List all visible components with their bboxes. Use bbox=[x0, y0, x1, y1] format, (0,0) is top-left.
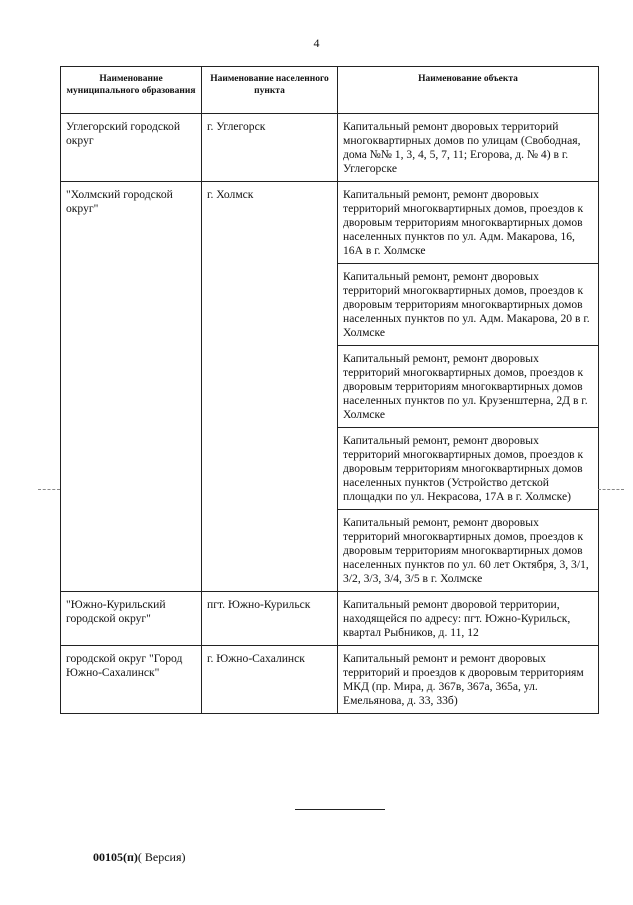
settlement-cell: пгт. Южно-Курильск bbox=[202, 592, 338, 646]
objects-table bbox=[60, 66, 599, 714]
object-cell: Капитальный ремонт, ремонт дворовых территорий многоквартирных домов, проездов к дворовым территориям многоквартирных домов населенных пунктов по ул. 60 лет Октября, 3, 3/1, 3/2, 3/3, 3/4, 3/5 в г. Холмске bbox=[338, 510, 599, 592]
table-row bbox=[61, 592, 599, 646]
table-row bbox=[61, 114, 599, 182]
header-object: Наименование объекта bbox=[338, 67, 599, 114]
document-code bbox=[93, 850, 186, 865]
municipality-cell: Углегорский городской округ bbox=[61, 114, 202, 182]
page-number: 4 bbox=[313, 36, 320, 50]
municipality-cell: "Холмский городской округ" bbox=[61, 182, 202, 592]
object-cell: Капитальный ремонт и ремонт дворовых территорий и проездов к дворовым территориям МКД (пр. Мира, д. 367в, 367а, 365а, ул. Емельянова, д. 33, 33б) bbox=[338, 646, 599, 714]
table-row bbox=[61, 182, 599, 264]
header-municipality: Наименование муниципального образования bbox=[61, 67, 202, 114]
settlement-cell: г. Холмск bbox=[202, 182, 338, 592]
scan-artifact-left bbox=[38, 489, 60, 490]
object-cell: Капитальный ремонт дворовых территорий многоквартирных домов по улицам (Свободная, дома №№ 1, 3, 4, 5, 7, 11; Егорова, д. № 4) в г. Углегорске bbox=[338, 114, 599, 182]
header-settlement: Наименование населенного пункта bbox=[202, 67, 338, 114]
object-cell: Капитальный ремонт дворовой территории, находящейся по адресу: пгт. Южно-Курильск, квартал Рыбников, д. 11, 12 bbox=[338, 592, 599, 646]
object-cell: Капитальный ремонт, ремонт дворовых территорий многоквартирных домов, проездов к дворовым территориям многоквартирных домов населенных пунктов по ул. Крузенштерна, 2Д в г. Холмске bbox=[338, 346, 599, 428]
object-cell: Капитальный ремонт, ремонт дворовых территорий многоквартирных домов, проездов к дворовым территориям многоквартирных домов населенных пунктов по ул. Адм. Макарова, 20 в г. Холмске bbox=[338, 264, 599, 346]
municipality-cell: городской округ "Город Южно-Сахалинск" bbox=[61, 646, 202, 714]
scan-artifact-right bbox=[598, 489, 624, 490]
table-header bbox=[61, 67, 599, 114]
document-code-number: 00105(п) bbox=[93, 850, 138, 864]
object-cell: Капитальный ремонт, ремонт дворовых территорий многоквартирных домов, проездов к дворовым территориям многоквартирных домов населенных пунктов по ул. Адм. Макарова, 16, 16А в г. Холмске bbox=[338, 182, 599, 264]
table-row bbox=[61, 646, 599, 714]
document-code-suffix: ( Версия) bbox=[137, 850, 186, 864]
municipality-cell: "Южно-Курильский городской округ" bbox=[61, 592, 202, 646]
footer-divider bbox=[295, 809, 385, 810]
settlement-cell: г. Углегорск bbox=[202, 114, 338, 182]
settlement-cell: г. Южно-Сахалинск bbox=[202, 646, 338, 714]
object-cell: Капитальный ремонт, ремонт дворовых территорий многоквартирных домов, проездов к дворовым территориям многоквартирных домов населенных пунктов (Устройство детской площадки по ул. Некрасова, 17А в г. Холмске) bbox=[338, 428, 599, 510]
